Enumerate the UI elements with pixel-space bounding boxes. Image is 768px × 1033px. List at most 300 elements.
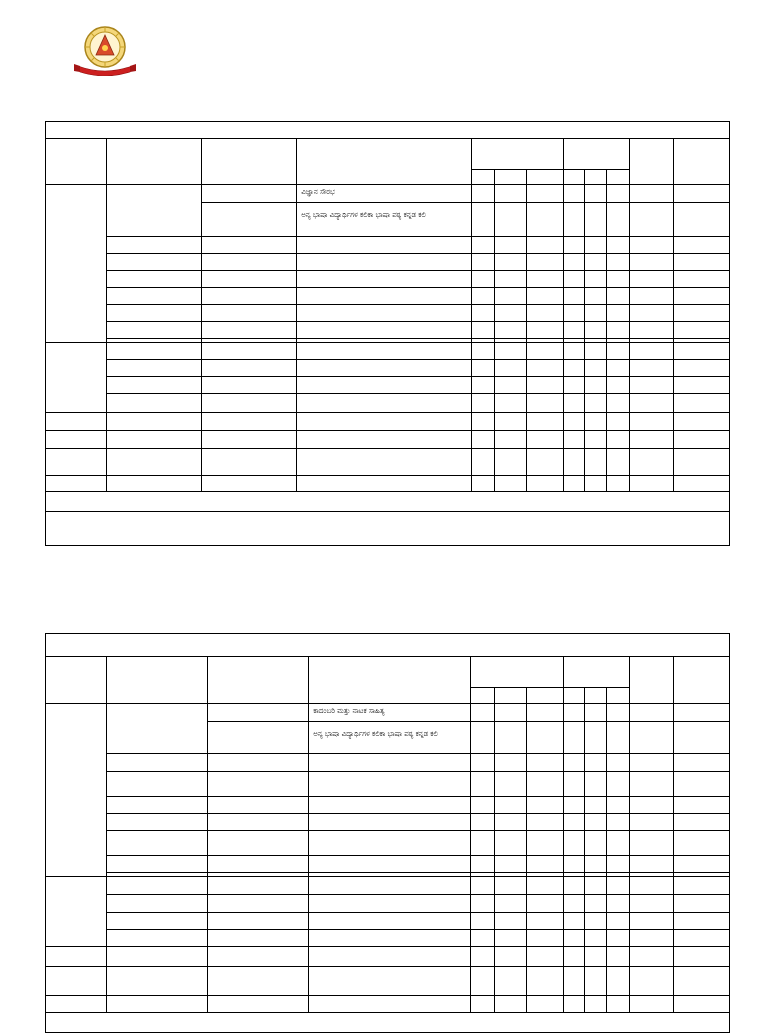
table-cell — [674, 929, 729, 946]
header-cell — [630, 656, 674, 703]
table-cell — [46, 475, 106, 491]
table-cell — [494, 721, 526, 753]
table-cell — [494, 855, 526, 872]
table-cell — [526, 342, 563, 359]
table-cell — [470, 894, 494, 912]
table-cell — [494, 929, 526, 946]
table-cell — [207, 703, 308, 721]
table-cell — [297, 304, 471, 321]
table-cell — [630, 184, 674, 202]
table-cell — [607, 475, 630, 491]
table-cell — [106, 830, 207, 855]
table-cell — [584, 721, 606, 753]
table-cell — [46, 946, 106, 966]
table-cell — [526, 966, 563, 995]
table-row — [46, 1012, 729, 1032]
table-cell — [526, 393, 563, 412]
table-cell — [584, 894, 606, 912]
table-cell — [494, 995, 526, 1012]
table-cell — [630, 966, 674, 995]
table-cell — [584, 304, 606, 321]
table-cell — [526, 929, 563, 946]
table-cell — [630, 304, 674, 321]
table-cell — [470, 929, 494, 946]
table-row — [46, 475, 729, 491]
table-cell — [471, 376, 494, 393]
table-cell — [674, 304, 729, 321]
table-cell — [526, 287, 563, 304]
table-cell — [607, 236, 630, 253]
table-footer-row — [46, 1012, 729, 1032]
table-cell — [607, 946, 630, 966]
table-cell — [584, 342, 606, 359]
table-cell — [106, 753, 207, 771]
table-cell — [106, 342, 201, 359]
table-cell — [563, 236, 584, 253]
table-cell — [207, 721, 308, 753]
table-cell — [607, 912, 630, 929]
table-cell — [584, 184, 606, 202]
table-cell — [674, 753, 729, 771]
table-row — [46, 138, 729, 169]
table-cell — [46, 448, 106, 475]
table-cell — [674, 830, 729, 855]
table-cell — [630, 202, 674, 236]
table-cell — [584, 946, 606, 966]
table-cell — [201, 236, 296, 253]
table-cell — [607, 796, 630, 813]
table-cell — [607, 321, 630, 338]
table-cell — [584, 966, 606, 995]
table-cell — [674, 946, 729, 966]
table-cell — [201, 304, 296, 321]
table-cell — [471, 321, 494, 338]
table-cell — [494, 236, 526, 253]
header-group-cell — [471, 138, 563, 169]
table-cell — [494, 912, 526, 929]
table-cell — [471, 287, 494, 304]
table-cell — [201, 287, 296, 304]
table-cell — [201, 342, 296, 359]
table-title-row — [46, 634, 729, 656]
table-cell — [630, 376, 674, 393]
table-cell — [494, 876, 526, 894]
table-cell — [297, 270, 471, 287]
table-cell — [106, 253, 201, 270]
table-cell — [471, 202, 494, 236]
table-cell — [106, 376, 201, 393]
table-cell — [494, 475, 526, 491]
header-cell — [674, 656, 729, 703]
table-cell — [494, 393, 526, 412]
table-cell — [201, 448, 296, 475]
table-cell — [630, 475, 674, 491]
table-cell — [207, 946, 308, 966]
table-cell — [674, 270, 729, 287]
table-cell — [207, 912, 308, 929]
table-cell — [630, 253, 674, 270]
table-cell — [309, 946, 470, 966]
table-cell — [630, 321, 674, 338]
table-cell — [309, 830, 470, 855]
table-cell — [563, 412, 584, 430]
table-cell — [607, 894, 630, 912]
header-cell — [309, 656, 470, 703]
table-cell — [607, 270, 630, 287]
table-cell — [526, 475, 563, 491]
table-cell — [201, 359, 296, 376]
table-row — [46, 253, 729, 270]
table-cell — [584, 813, 606, 830]
header-group-cell — [470, 656, 563, 687]
table-cell — [470, 703, 494, 721]
table-cell — [563, 475, 584, 491]
table-cell — [526, 359, 563, 376]
table-cell — [46, 342, 106, 412]
table-row — [46, 946, 729, 966]
table-cell — [607, 687, 630, 703]
table-cell — [584, 236, 606, 253]
table-cell — [526, 687, 563, 703]
table-cell — [106, 876, 207, 894]
table-cell — [607, 412, 630, 430]
table-cell — [470, 771, 494, 796]
table-cell — [630, 796, 674, 813]
table-cell — [46, 876, 106, 946]
table-row — [46, 359, 729, 376]
table-cell — [584, 687, 606, 703]
table-cell — [494, 430, 526, 448]
table-row — [46, 929, 729, 946]
table-cell — [470, 796, 494, 813]
table-row — [46, 376, 729, 393]
table-cell — [526, 771, 563, 796]
table-cell — [106, 703, 207, 753]
table-cell — [674, 202, 729, 236]
table-cell — [674, 771, 729, 796]
table-cell — [630, 753, 674, 771]
table-cell — [674, 430, 729, 448]
table-cell — [526, 304, 563, 321]
table-cell — [106, 995, 207, 1012]
table-cell — [106, 236, 201, 253]
table-cell — [106, 412, 201, 430]
table-row — [46, 184, 729, 202]
table-cell — [201, 202, 296, 236]
table-cell — [106, 430, 201, 448]
table-cell — [563, 430, 584, 448]
table-cell — [470, 876, 494, 894]
table-cell — [674, 813, 729, 830]
table-row — [46, 813, 729, 830]
table-cell — [584, 929, 606, 946]
table-cell — [526, 876, 563, 894]
table-cell — [630, 393, 674, 412]
header-cell — [630, 138, 674, 184]
course-title-cell: ಕಾದಂಬರಿ ಮತ್ತು ನಾಟಕ ಸಾಹಿತ್ಯ — [309, 703, 470, 721]
table-cell — [309, 912, 470, 929]
table-cell — [297, 376, 471, 393]
table-cell — [584, 876, 606, 894]
table-cell — [563, 946, 584, 966]
table-cell — [471, 412, 494, 430]
table-cell — [563, 342, 584, 359]
table-cell — [674, 321, 729, 338]
table-cell — [494, 753, 526, 771]
table-cell — [46, 703, 106, 876]
table-cell — [630, 929, 674, 946]
table-cell — [526, 703, 563, 721]
table-cell — [297, 475, 471, 491]
table-cell — [674, 995, 729, 1012]
table-cell — [309, 995, 470, 1012]
table-cell — [630, 236, 674, 253]
header-cell — [207, 656, 308, 703]
table-cell — [630, 287, 674, 304]
table-cell — [106, 894, 207, 912]
table-cell — [526, 253, 563, 270]
table-row — [46, 304, 729, 321]
table-cell — [46, 430, 106, 448]
table-cell — [297, 342, 471, 359]
table-cell — [563, 929, 584, 946]
table-cell — [297, 321, 471, 338]
table-cell — [494, 184, 526, 202]
table-cell — [607, 771, 630, 796]
table-cell — [207, 753, 308, 771]
table-cell — [674, 359, 729, 376]
table-cell — [584, 995, 606, 1012]
table-cell — [207, 929, 308, 946]
table-cell — [630, 830, 674, 855]
table-cell — [526, 855, 563, 872]
table-cell — [207, 995, 308, 1012]
table-cell — [207, 796, 308, 813]
table-cell — [526, 796, 563, 813]
table-cell — [674, 855, 729, 872]
table-cell — [46, 412, 106, 430]
table-row — [46, 430, 729, 448]
table-cell — [201, 270, 296, 287]
table-cell — [563, 184, 584, 202]
table-cell — [106, 448, 201, 475]
table-cell — [674, 703, 729, 721]
table-cell — [584, 270, 606, 287]
table-cell — [584, 359, 606, 376]
table-cell — [470, 721, 494, 753]
table-cell — [471, 169, 494, 184]
table-cell — [607, 430, 630, 448]
table-row — [46, 703, 729, 721]
table-cell — [297, 359, 471, 376]
table-cell — [563, 393, 584, 412]
table-cell — [494, 321, 526, 338]
table-cell — [607, 359, 630, 376]
table-row — [46, 855, 729, 872]
table-cell — [584, 855, 606, 872]
table-cell — [563, 376, 584, 393]
table-cell — [584, 830, 606, 855]
table-cell — [526, 830, 563, 855]
course-title-cell: ವಿಜ್ಞಾನ ಸೌರಭ — [297, 184, 471, 202]
table-cell — [674, 721, 729, 753]
table-cell — [309, 966, 470, 995]
table-cell — [106, 771, 207, 796]
table-cell — [309, 753, 470, 771]
table-cell — [470, 687, 494, 703]
course-title-cell: ಅನ್ಯ ಭಾಷಾ ವಿದ್ಯಾರ್ಥಿಗಳ ಕಲಿಕಾ ಭಾಷಾ ಪಠ್ಯ ಕನ್ನಡ ಕಲಿ — [309, 721, 470, 753]
table-cell — [309, 855, 470, 872]
table-cell — [607, 304, 630, 321]
table-cell — [563, 687, 584, 703]
table-row — [46, 448, 729, 475]
table-cell — [630, 995, 674, 1012]
table-cell — [630, 703, 674, 721]
table-cell — [494, 687, 526, 703]
header-cell — [297, 138, 471, 184]
table-cell — [526, 169, 563, 184]
table-cell — [563, 966, 584, 995]
university-seal-icon — [72, 24, 138, 76]
table-cell — [630, 412, 674, 430]
table-cell — [207, 771, 308, 796]
table-cell — [471, 342, 494, 359]
table-cell — [674, 448, 729, 475]
table-cell — [563, 771, 584, 796]
table-cell — [526, 912, 563, 929]
table-cell — [106, 475, 201, 491]
table-cell — [494, 894, 526, 912]
table-cell — [297, 253, 471, 270]
table-cell — [563, 448, 584, 475]
table-cell — [607, 376, 630, 393]
table-cell — [563, 995, 584, 1012]
table-cell — [494, 703, 526, 721]
table-cell — [106, 304, 201, 321]
table-cell — [309, 929, 470, 946]
table-cell — [207, 966, 308, 995]
table-cell — [297, 287, 471, 304]
table-row — [46, 830, 729, 855]
header-group-cell — [563, 138, 629, 169]
table-cell — [630, 342, 674, 359]
table-cell — [297, 236, 471, 253]
table-cell — [607, 753, 630, 771]
table-cell — [584, 703, 606, 721]
table-cell — [607, 929, 630, 946]
table-cell — [201, 253, 296, 270]
table-cell — [584, 253, 606, 270]
table-cell — [471, 393, 494, 412]
table-cell — [674, 894, 729, 912]
table-cell — [471, 184, 494, 202]
table-cell — [106, 966, 207, 995]
table-cell — [207, 813, 308, 830]
table-cell — [563, 287, 584, 304]
table-cell — [526, 430, 563, 448]
table-cell — [563, 830, 584, 855]
table-cell — [584, 448, 606, 475]
table-cell — [674, 912, 729, 929]
table-cell — [526, 813, 563, 830]
table-cell — [630, 448, 674, 475]
table-cell — [106, 184, 201, 236]
table-cell — [297, 393, 471, 412]
table-row — [46, 634, 729, 656]
table-cell — [607, 342, 630, 359]
table-cell — [106, 813, 207, 830]
table-cell — [674, 376, 729, 393]
table-cell — [526, 236, 563, 253]
table-cell — [674, 966, 729, 995]
table-cell — [471, 270, 494, 287]
table-cell — [471, 359, 494, 376]
table-cell — [563, 270, 584, 287]
table-cell — [526, 721, 563, 753]
table-cell — [607, 813, 630, 830]
table-cell — [563, 304, 584, 321]
header-group-cell — [563, 656, 629, 687]
table-cell — [674, 287, 729, 304]
table-cell — [674, 342, 729, 359]
table-cell — [494, 376, 526, 393]
table-cell — [563, 876, 584, 894]
table-cell — [526, 448, 563, 475]
table-row — [46, 287, 729, 304]
table-cell — [563, 855, 584, 872]
table-cell — [630, 270, 674, 287]
table-cell — [201, 184, 296, 202]
table-cell — [674, 236, 729, 253]
header-cell — [46, 138, 106, 184]
table-row — [46, 995, 729, 1012]
table-row — [46, 511, 729, 542]
table-cell — [563, 894, 584, 912]
table-cell — [607, 876, 630, 894]
course-table-1 — [45, 121, 730, 546]
table-cell — [494, 448, 526, 475]
table-cell — [526, 321, 563, 338]
table-cell — [584, 321, 606, 338]
course-title-cell: ಅನ್ಯ ಭಾಷಾ ವಿದ್ಯಾರ್ಥಿಗಳ ಕಲಿಕಾ ಭಾಷಾ ಪಠ್ಯ ಕನ್ನಡ ಕಲಿ — [297, 202, 471, 236]
header-cell — [106, 138, 201, 184]
table-cell — [297, 412, 471, 430]
table-cell — [106, 321, 201, 338]
table-cell — [207, 830, 308, 855]
table-cell — [470, 855, 494, 872]
table-cell — [630, 876, 674, 894]
table-cell — [563, 359, 584, 376]
header-cell — [46, 656, 106, 703]
table-cell — [563, 253, 584, 270]
table-row — [46, 894, 729, 912]
table-cell — [471, 448, 494, 475]
table-cell — [584, 796, 606, 813]
table-cell — [207, 855, 308, 872]
table-footer-row — [46, 491, 729, 511]
table-cell — [201, 376, 296, 393]
table-cell — [526, 995, 563, 1012]
table-cell — [309, 813, 470, 830]
table-row — [46, 122, 729, 138]
table-row — [46, 491, 729, 511]
table-cell — [207, 894, 308, 912]
table-cell — [106, 287, 201, 304]
table-cell — [630, 912, 674, 929]
table-footer-row — [46, 511, 729, 542]
table-cell — [494, 813, 526, 830]
table-row — [46, 876, 729, 894]
